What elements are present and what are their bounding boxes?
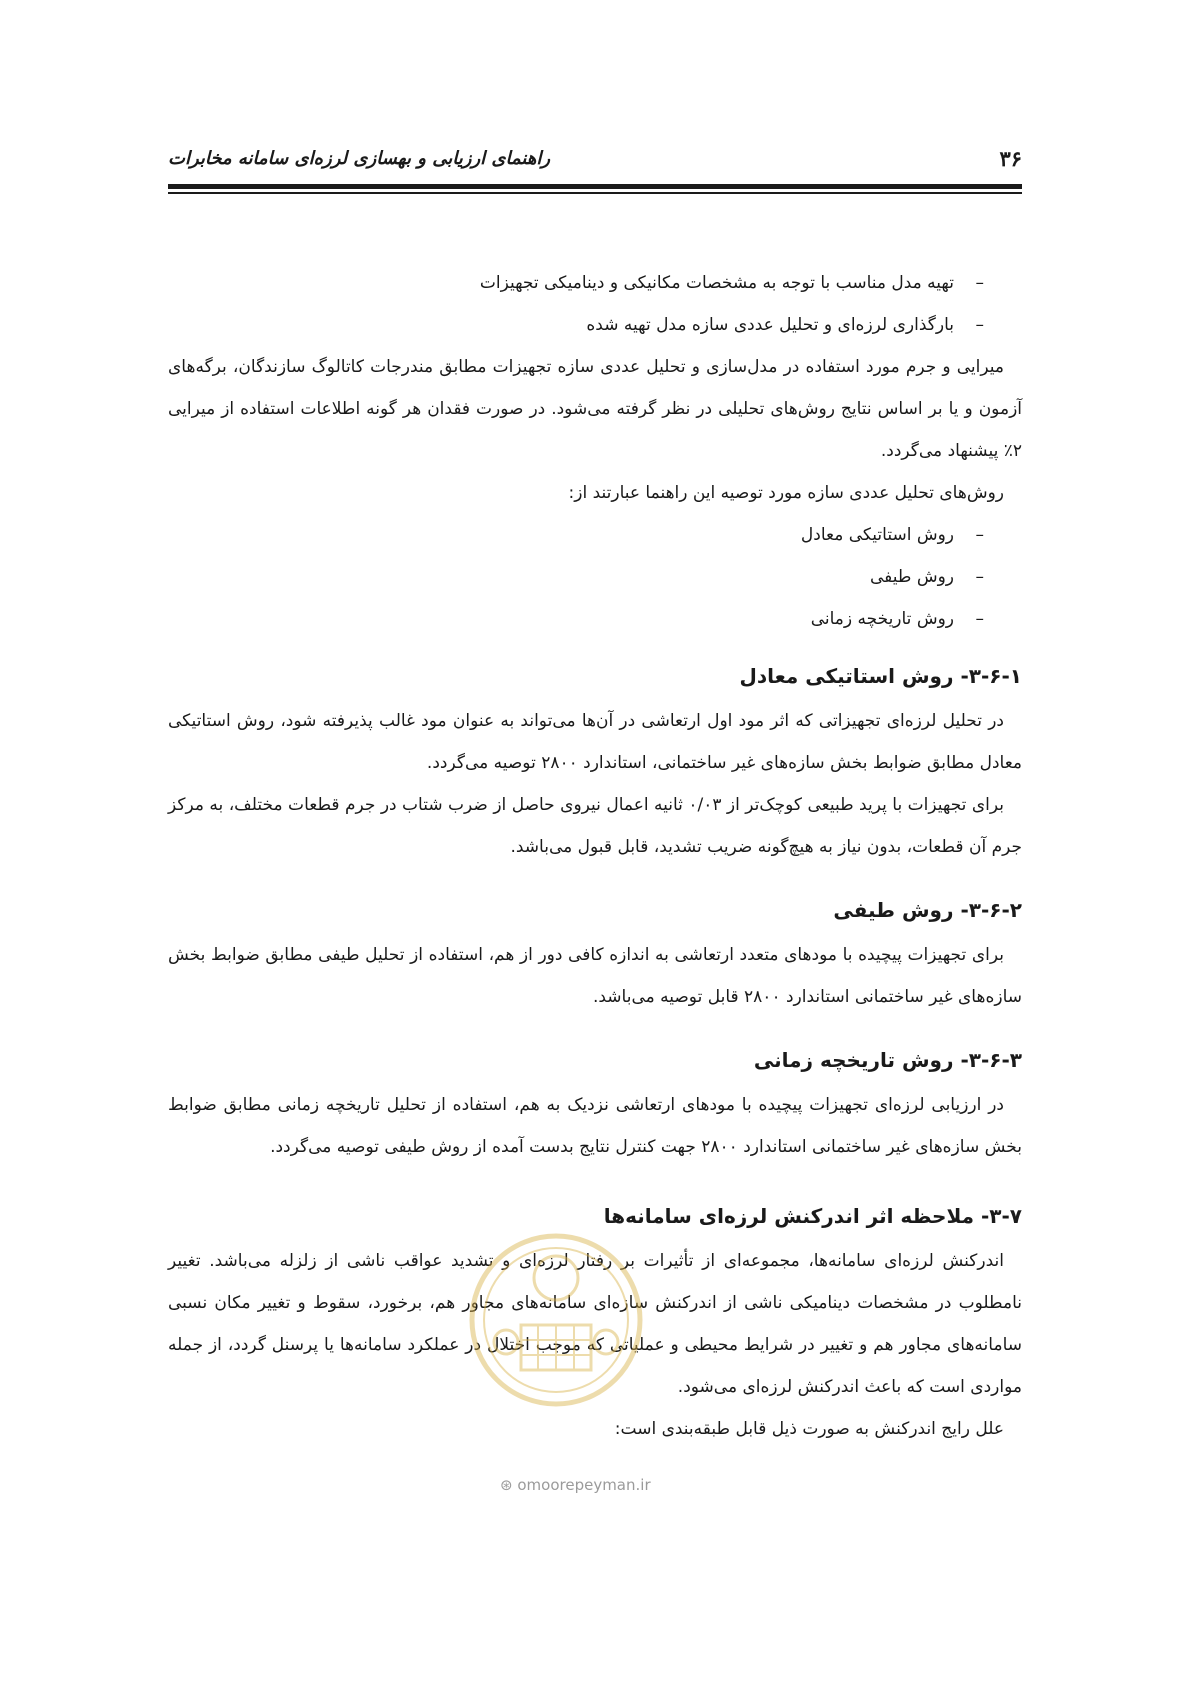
paragraph-methods-intro: روش‌های تحلیل عددی سازه مورد توصیه این راهنما عبارتند از:	[568, 483, 1004, 503]
list-item-text: تهیه مدل مناسب با توجه به مشخصات مکانیکی و دینامیکی تجهیزات	[479, 273, 954, 293]
paragraph: علل رایج اندرکنش به صورت ذیل قابل طبقه‌بندی است:	[614, 1419, 1004, 1439]
list-item	[168, 598, 984, 640]
paragraph: اندرکنش لرزه‌ای سامانه‌ها، مجموعه‌ای از تأثیرات بر رفتار لرزه‌ای و تشدید عواقب ناشی از زلزله می‌باشد. تغییر نامطلوب در مشخصات دینامیکی ناشی از اندرکنش سازه‌ای سامانه‌های مجاور هم، برخورد، سقوط و تغییر مکان نسبی سامانه‌های مجاور هم و تغییر در شرایط محیطی و عملیاتی که موجب اختلال در عملکرد سامانه‌ها یا پرسنل گردد، از جمله مواردی است که باعث اندرکنش لرزه‌ای می‌شود.	[168, 1251, 1022, 1397]
dash-bullet: –	[975, 567, 984, 587]
globe-icon: ⊛	[500, 1476, 513, 1494]
paragraph: در تحلیل لرزه‌ای تجهیزاتی که اثر مود اول ارتعاشی در آن‌ها می‌تواند به عنوان مود غالب پذیرفته شود، روش استاتیکی معادل مطابق ضوابط بخش سازه‌های غیر ساختمانی، استاندارد ۲۸۰۰ توصیه می‌گردد.	[168, 711, 1022, 773]
section-heading-3-6-3: ۳-۶-۳- روش تاریخچه زمانی	[753, 1048, 1022, 1072]
list-item-text: روش طیفی	[869, 567, 954, 587]
bullet-list-steps	[168, 262, 1022, 346]
list-item-text: بارگذاری لرزه‌ای و تحلیل عددی سازه مدل تهیه شده	[586, 315, 954, 335]
list-item-text: روش تاریخچه زمانی	[810, 609, 954, 629]
list-item	[168, 304, 984, 346]
running-head	[168, 146, 1022, 182]
watermark-url-text: omoorepeyman.ir	[517, 1476, 651, 1494]
watermark-url	[500, 1476, 651, 1494]
bullet-list-methods	[168, 514, 1022, 640]
dash-bullet: –	[975, 525, 984, 545]
section-heading-3-6-1: ۳-۶-۱- روش استاتیکی معادل	[739, 664, 1022, 688]
paragraph: در ارزیابی لرزه‌ای تجهیزات پیچیده با مودهای ارتعاشی نزدیک به هم، استفاده از تحلیل تاریخچه زمانی مطابق ضوابط بخش سازه‌های غیر ساختمانی استاندارد ۲۸۰۰ جهت کنترل نتایج بدست آمده از روش طیفی توصیه می‌گردد.	[168, 1095, 1022, 1157]
paragraph-damping: میرایی و جرم مورد استفاده در مدل‌سازی و تحلیل عددی سازه تجهیزات مطابق مندرجات کاتالوگ سازندگان، برگه‌های آزمون و یا بر اساس نتایج روش‌های تحلیلی در نظر گرفته می‌شود. در صورت فقدان هر گونه اطلاعات استفاده از میرایی ۲٪ پیشنهاد می‌گردد.	[168, 357, 1022, 461]
dash-bullet: –	[975, 609, 984, 629]
list-item	[168, 514, 984, 556]
list-item-text: روش استاتیکی معادل	[800, 525, 954, 545]
header-rule-thin	[168, 192, 1022, 194]
list-item	[168, 262, 984, 304]
running-title: راهنمای ارزیابی و بهسازی لرزه‌ای سامانه مخابرات	[168, 148, 551, 169]
paragraph: برای تجهیزات با پرید طبیعی کوچک‌تر از ۰/۰۳ ثانیه اعمال نیروی حاصل از ضرب شتاب در جرم قطعات مختلف، به مرکز جرم آن قطعات، بدون نیاز به هیچ‌گونه ضریب تشدید، قابل قبول می‌باشد.	[168, 795, 1022, 857]
section-heading-3-7: ۳-۷- ملاحظه اثر اندرکنش لرزه‌ای سامانه‌ها	[603, 1204, 1022, 1228]
header-rule	[168, 184, 1022, 189]
list-item	[168, 556, 984, 598]
page-body	[168, 262, 1022, 1450]
dash-bullet: –	[975, 315, 984, 335]
section-heading-3-6-2: ۳-۶-۲- روش طیفی	[833, 898, 1022, 922]
paragraph: برای تجهیزات پیچیده با مودهای متعدد ارتعاشی به اندازه کافی دور از هم، استفاده از تحلیل طیفی مطابق ضوابط بخش سازه‌های غیر ساختمانی استاندارد ۲۸۰۰ قابل توصیه می‌باشد.	[168, 945, 1022, 1007]
dash-bullet: –	[975, 273, 984, 293]
page-number: ۳۶	[999, 146, 1022, 171]
